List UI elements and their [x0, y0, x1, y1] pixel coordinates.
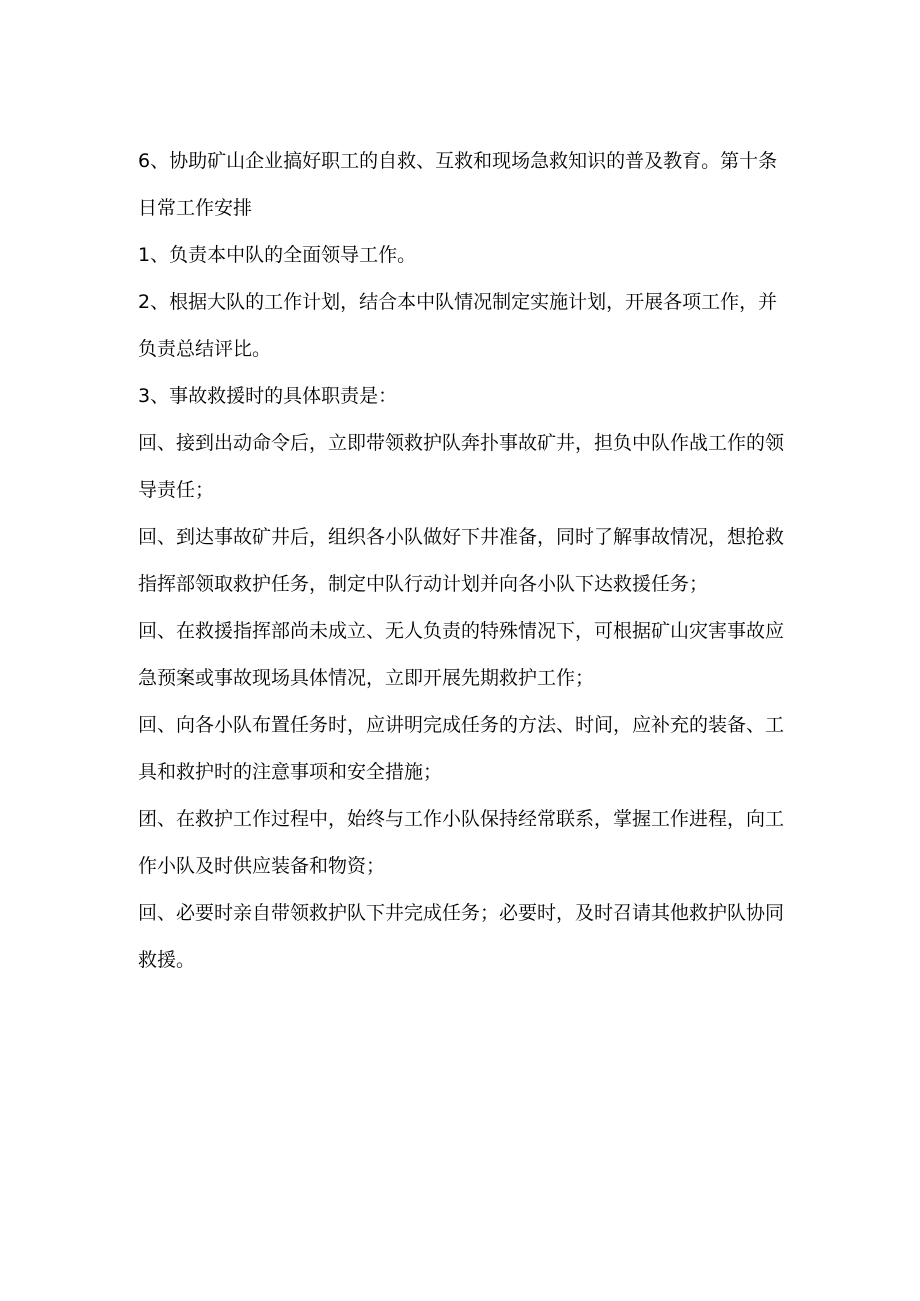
- paragraph-item-3-rescue-duties: 3、事故救援时的具体职责是：: [138, 385, 398, 407]
- paragraph-subitem-contact: 团、在救护工作过程中，始终与工作小队保持经常联系，掌握工作进程，向工作小队及时供应装备和物资；: [138, 808, 785, 877]
- paragraph-item-6-duty: 6、协助矿山企业搞好职工的自救、互救和现场急救知识的普及教育。第十条日常工作安排: [138, 150, 778, 219]
- paragraph-item-1-leadership: 1、负责本中队的全面领导工作。: [138, 244, 417, 266]
- paragraph-subitem-dispatch: 回、接到出动命令后，立即带领救护队奔扑事故矿井，担负中队作战工作的领导责任；: [138, 432, 785, 501]
- document-body: [138, 138, 786, 984]
- paragraph-subitem-assign-tasks: 回、向各小队布置任务时，应讲明完成任务的方法、时间，应补充的装备、工具和救护时的注意事项和安全措施；: [138, 714, 785, 783]
- paragraph-subitem-special-case: 回、在救援指挥部尚未成立、无人负责的特殊情况下，可根据矿山灾害事故应急预案或事故现场具体情况，立即开展先期救护工作；: [138, 620, 785, 689]
- paragraph-item-2-plan: 2、根据大队的工作计划，结合本中队情况制定实施计划，开展各项工作，并负责总结评比。: [138, 291, 778, 360]
- paragraph-subitem-lead-down: 回、必要时亲自带领救护队下井完成任务；必要时，及时召请其他救护队协同救援。: [138, 902, 785, 971]
- paragraph-subitem-arrival: 回、到达事故矿井后，组织各小队做好下井准备，同时了解事故情况，想抢救指挥部领取救护任务，制定中队行动计划并向各小队下达救援任务；: [138, 526, 785, 595]
